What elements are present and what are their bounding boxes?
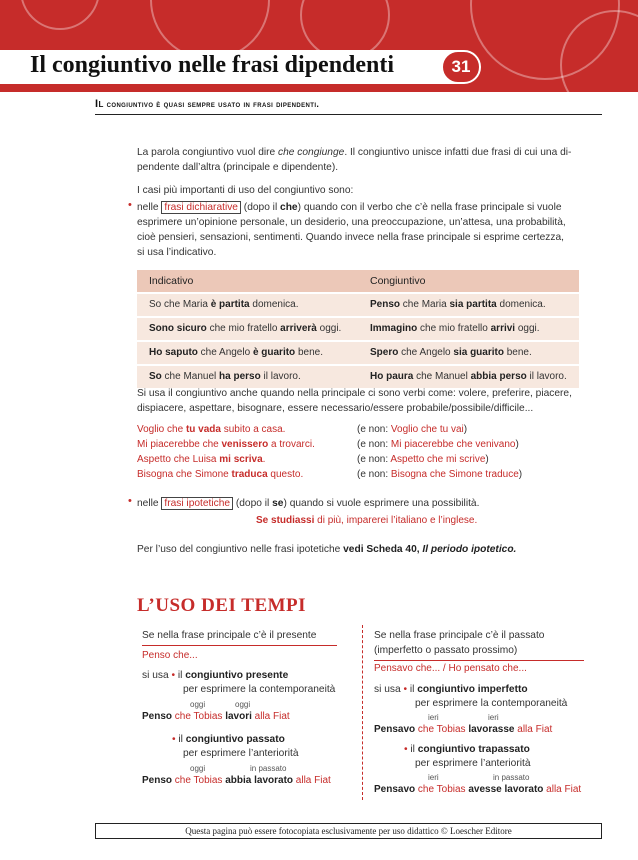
cell-bold: sia guarito: [453, 347, 504, 358]
tense-name: congiuntivo trapassato: [417, 744, 530, 755]
cell-text: che Manuel: [413, 371, 471, 382]
cell-bold: arrivi: [490, 323, 516, 334]
cell-bold: Ho paura: [370, 371, 414, 382]
table-row: [137, 342, 579, 364]
bullet-dichiarative: [137, 200, 590, 260]
example-wrong: [357, 452, 489, 467]
example-correct: [137, 452, 265, 467]
bullet-text: nelle: [137, 498, 162, 509]
example-text: ): [515, 439, 519, 450]
ref-bold-italic: Il periodo ipotetico.: [419, 544, 517, 555]
cell-bold: Sono sicuro: [149, 323, 207, 334]
footer-copyright: Questa pagina può essere fotocopiata esclusivamente per uso didattico © Loescher Editore: [95, 823, 602, 839]
tense-pre: il: [178, 734, 186, 745]
example-bold: tu vada: [185, 424, 221, 435]
right-t1-example: [374, 723, 552, 737]
table-header-congiuntivo: Congiuntivo: [370, 275, 426, 287]
table-header-indicativo: Indicativo: [149, 275, 194, 287]
ref-bold: vedi Scheda 40,: [343, 544, 420, 555]
bullet-text: si usa l’indicativo.: [137, 247, 217, 258]
intro-text: . Il congiuntivo unisce infatti due frasi di cui una di-: [344, 147, 572, 158]
cell-text: bene.: [295, 347, 323, 358]
tense-name: congiuntivo imperfetto: [417, 684, 528, 695]
cell-bold: Spero: [370, 347, 399, 358]
cell-bold: è guarito: [252, 347, 296, 358]
cell-bold: Penso: [370, 299, 401, 310]
cell-text: il lavoro.: [260, 371, 301, 382]
keyword-se: se: [272, 498, 284, 509]
time-label: ieri: [428, 713, 439, 722]
tense-name: congiuntivo presente: [185, 670, 289, 681]
boxed-term: frasi dichiarative: [161, 201, 241, 214]
page-title: Il congiuntivo nelle frasi dipendenti: [30, 52, 395, 78]
example-text: che Tobias: [172, 711, 226, 722]
decorative-circle: [20, 0, 100, 30]
table-cell: [358, 366, 579, 388]
time-label: ieri: [488, 713, 499, 722]
cell-bold: arriverà: [280, 323, 317, 334]
bullet-text: cioè pensieri, sensazioni, sentimenti. Quando invece nella frase principale si esprime certezza,: [137, 232, 564, 243]
table-cell: [358, 294, 579, 316]
bullet-text: nelle: [137, 202, 162, 213]
table-cell: [137, 294, 358, 316]
cell-bold: ha perso: [219, 371, 261, 382]
cell-bold: So: [149, 371, 162, 382]
example-correct: [137, 422, 285, 437]
right-t1-desc: per esprimere la contemporaneità: [415, 698, 568, 709]
cell-text: oggi.: [515, 323, 540, 334]
example-correct: [137, 437, 315, 452]
table-cell: [137, 366, 358, 388]
bullet-text: ) quando con il verbo che c’è nella frase principale si vuole: [297, 202, 562, 213]
example-text: Voglio che: [137, 424, 186, 435]
bullet-dot-icon: •: [172, 734, 179, 745]
intro-italic: che congiunge: [278, 147, 345, 158]
left-column-head: Se nella frase principale c’è il presente: [142, 628, 337, 646]
comparison-table: [137, 270, 579, 390]
right-t2-desc: per esprimere l’anteriorità: [415, 758, 531, 769]
bullet-text: ) quando si vuole esprimere una possibilità.: [283, 498, 480, 509]
tense-pre: il: [409, 684, 418, 695]
section-title-tempi: L’USO DEI TEMPI: [137, 595, 307, 616]
bullet-ipotetiche: [137, 496, 590, 511]
left-si-usa: [142, 669, 288, 683]
time-label: oggi: [190, 700, 206, 709]
intro-paragraph-1: [137, 145, 590, 175]
time-label: in passato: [250, 764, 287, 773]
left-cue: Penso che...: [142, 650, 198, 661]
bullet-dot-icon: •: [400, 684, 410, 695]
table-cell: [358, 342, 579, 364]
tense-pre: il: [410, 744, 418, 755]
example-red: Mi piacerebbe che venivano: [390, 439, 516, 450]
bullet-dot-icon: •: [128, 199, 132, 211]
head-text: (imperfetto o passato prossimo): [374, 645, 518, 656]
example-red: Aspetto che mi scrive: [390, 454, 486, 465]
example-wrong: [357, 422, 467, 437]
example-text: (e non:: [357, 424, 391, 435]
subtitle-rest: congiuntivo è quasi sempre usato in frasi dipendenti.: [103, 99, 320, 109]
cell-bold: è partita: [210, 299, 250, 310]
bullet-text: (dopo il: [233, 498, 273, 509]
example-bold: Penso: [142, 775, 173, 786]
bullet-dot-icon: •: [404, 744, 411, 755]
cell-text: oggi.: [316, 323, 342, 334]
example-red: Bisogna che Simone traduce: [390, 469, 519, 480]
example-bold: mi scriva: [219, 454, 263, 465]
example-text: ): [463, 424, 468, 435]
right-t2-title: [404, 743, 530, 757]
example-bold: avesse lavorato: [468, 784, 544, 795]
intro-text: La parola congiuntivo vuol dire: [137, 147, 279, 158]
example-red: Voglio che tu vai: [390, 424, 464, 435]
example-bold: abbia lavorato: [225, 775, 294, 786]
head-text: Se nella frase principale c’è il passato: [374, 630, 545, 641]
cell-text: che Angelo: [197, 347, 253, 358]
also-text: dispiacere, aspettare, bisognare, essere necessario/essere probabile/possibile/difficile...: [137, 403, 534, 414]
bullet-text: esprimere un’opinione personale, un desiderio, una preoccupazione, un’attesa, una probabilità,: [137, 217, 566, 228]
intro-text: pendente dall’altra (principale e dipendente).: [137, 162, 339, 173]
cell-text: che mio fratello: [206, 323, 281, 334]
left-t1-desc: per esprimere la contemporaneità: [183, 684, 336, 695]
boxed-term: frasi ipotetiche: [161, 497, 233, 510]
example-text: subito a casa.: [220, 424, 286, 435]
example-text: di più, imparerei l’italiano e l’inglese.: [314, 515, 478, 526]
example-text: Aspetto che Luisa: [137, 454, 220, 465]
example-text: .: [262, 454, 266, 465]
example-wrong: [357, 437, 519, 452]
example-text: alla Fiat: [293, 775, 331, 786]
si-usa-label: si usa: [142, 670, 169, 681]
example-bold: venissero: [221, 439, 269, 450]
right-column-head: [374, 628, 584, 661]
bullet-text: (dopo il: [240, 202, 281, 213]
example-text: (e non:: [357, 454, 391, 465]
table-cell: [137, 342, 358, 364]
subtitle-initial: Il: [95, 98, 104, 110]
cell-text: So che Maria: [149, 299, 211, 310]
left-t2-desc: per esprimere l’anteriorità: [183, 748, 299, 759]
tense-name: congiuntivo passato: [185, 734, 285, 745]
left-t1-example: [142, 710, 290, 724]
example-text: alla Fiat: [514, 724, 553, 735]
example-correct: [137, 467, 303, 482]
example-wrong: [357, 467, 522, 482]
ipotetica-example: [256, 513, 477, 528]
example-text: che Tobias: [415, 784, 469, 795]
table-row: [137, 318, 579, 340]
example-text: (e non:: [357, 469, 391, 480]
cell-text: che Angelo: [398, 347, 454, 358]
example-bold: lavorasse: [468, 724, 515, 735]
table-cell: [358, 318, 579, 340]
table-row: [137, 366, 579, 388]
example-text: a trovarci.: [268, 439, 315, 450]
cell-text: domenica.: [496, 299, 546, 310]
example-text: ): [485, 454, 489, 465]
left-t2-title: [172, 733, 285, 747]
time-label: ieri: [428, 773, 439, 782]
example-text: Mi piacerebbe che: [137, 439, 222, 450]
example-text: questo.: [267, 469, 304, 480]
column-divider: [362, 625, 363, 800]
right-cue: Pensavo che... / Ho pensato che...: [374, 663, 527, 674]
example-text: Bisogna che Simone: [137, 469, 232, 480]
example-text: alla Fiat: [251, 711, 290, 722]
time-label: oggi: [190, 764, 206, 773]
example-bold: Pensavo: [374, 724, 416, 735]
ref-text: Per l’uso del congiuntivo nelle frasi ipotetiche: [137, 544, 344, 555]
cell-bold: Immagino: [370, 323, 418, 334]
time-label: in passato: [493, 773, 530, 782]
example-text: che Tobias: [415, 724, 469, 735]
example-bold: Pensavo: [374, 784, 416, 795]
example-bold: Penso: [142, 711, 173, 722]
cell-bold: abbia perso: [470, 371, 527, 382]
example-bold: lavori: [225, 711, 252, 722]
right-t2-example: [374, 783, 581, 797]
example-text: che Tobias: [172, 775, 226, 786]
keyword-che: che: [280, 202, 298, 213]
cell-text: che Manuel: [161, 371, 220, 382]
example-text: ): [518, 469, 523, 480]
cell-text: che Maria: [400, 299, 450, 310]
table-row: [137, 294, 579, 316]
cell-text: domenica.: [249, 299, 299, 310]
cell-bold: sia partita: [449, 299, 497, 310]
scheda-reference: [137, 542, 590, 557]
tense-pre: il: [177, 670, 186, 681]
cell-text: bene.: [503, 347, 532, 358]
intro-paragraph-2: I casi più importanti di uso del congiuntivo sono:: [137, 185, 354, 196]
example-bold: Se studiassi: [256, 515, 315, 526]
cell-text: che mio fratello: [417, 323, 491, 334]
left-t2-example: [142, 774, 331, 788]
right-si-usa: [374, 683, 528, 697]
example-text: alla Fiat: [543, 784, 582, 795]
cell-text: il lavoro.: [526, 371, 567, 382]
time-label: oggi: [235, 700, 251, 709]
bullet-dot-icon: •: [168, 670, 178, 681]
also-text: Si usa il congiuntivo anche quando nella principale ci sono verbi come: volere, preferire, piacere,: [137, 388, 572, 399]
example-text: (e non:: [357, 439, 391, 450]
page-subtitle: [95, 98, 602, 115]
table-header-row: [137, 270, 579, 292]
cell-bold: Ho saputo: [149, 347, 198, 358]
bullet-dot-icon: •: [128, 495, 132, 507]
also-paragraph: [137, 386, 590, 416]
si-usa-label: si usa: [374, 684, 401, 695]
page-number-badge: 31: [441, 50, 481, 84]
example-bold: traduca: [231, 469, 268, 480]
table-cell: [137, 318, 358, 340]
